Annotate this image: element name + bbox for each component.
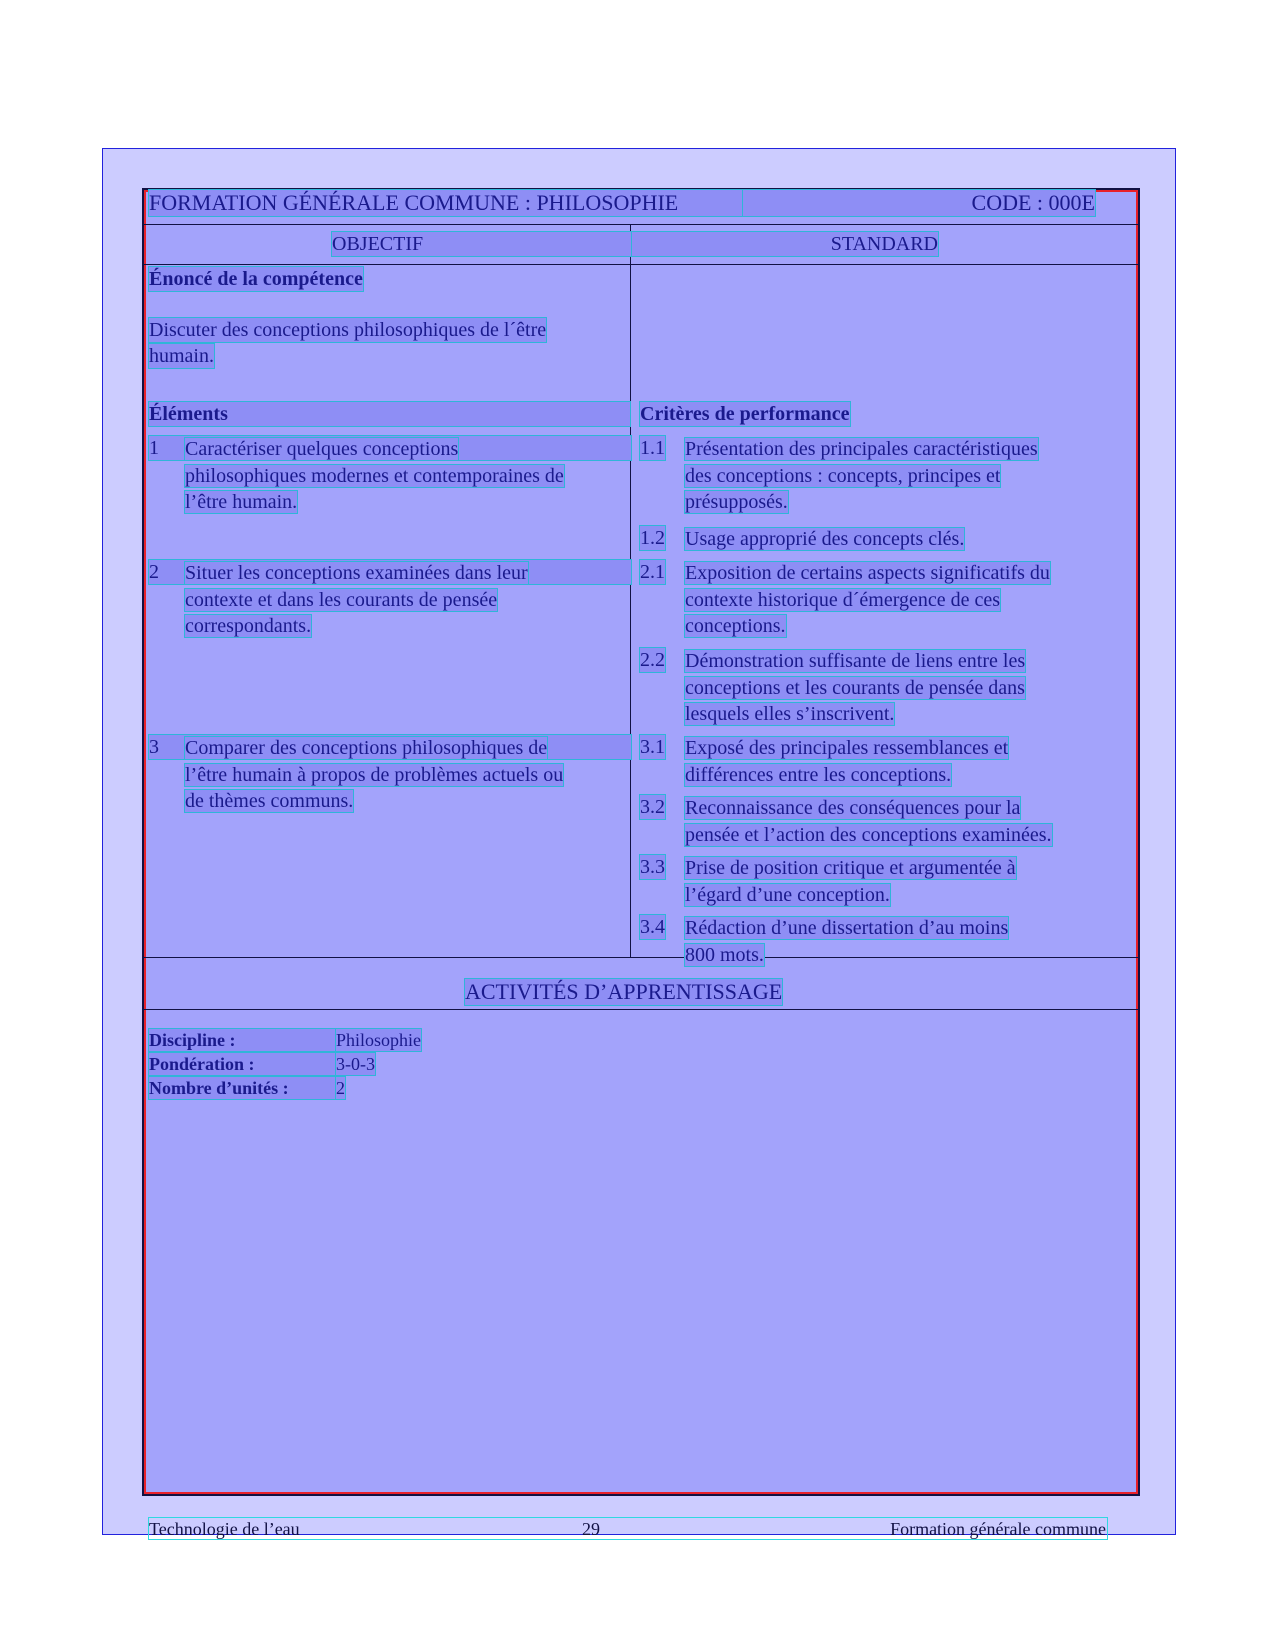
rule-columns [144, 264, 1138, 265]
column-divider [630, 224, 631, 958]
element-number: 1 [149, 436, 631, 460]
element-text: Caractériser quelques conceptions philosophiques modernes et contemporaines de l’être humain. [185, 438, 564, 513]
element-text: Situer les conceptions examinées dans leur contexte et dans les courants de pensée correspondants. [185, 562, 528, 637]
rule-activites-bottom [144, 1009, 1138, 1010]
footer-page-number: 29 [582, 1519, 600, 1539]
critere-number: 3.1 [640, 736, 665, 758]
footer-left: Technologie de l’eau [149, 1519, 300, 1539]
elements-heading: Éléments [149, 402, 630, 426]
critere-text: Rédaction d’une dissertation d’au moins 800 mots. [685, 917, 1009, 966]
element-number: 2 [149, 560, 631, 584]
ponderation-label: Pondération : [149, 1053, 335, 1075]
competence-line-2: humain. [149, 345, 214, 367]
unites-value: 2 [336, 1078, 345, 1098]
critere-number: 3.3 [640, 856, 665, 878]
critere-number: 2.1 [640, 561, 665, 583]
critere-text: Prise de position critique et argumentée à l’égard d’une conception. [685, 857, 1016, 906]
critere-number: 1.2 [640, 527, 665, 549]
critere-text: Reconnaissance des conséquences pour la pensée et l’action des conceptions examinées. [685, 797, 1052, 846]
column-objectif: OBJECTIF [332, 232, 632, 256]
activites-heading: ACTIVITÉS D’APPRENTISSAGE [465, 979, 783, 1004]
unites-label: Nombre d’unités : [149, 1077, 335, 1099]
column-standard: STANDARD [632, 232, 938, 256]
critere-number: 3.4 [640, 916, 665, 938]
rule-header [144, 224, 1138, 225]
critere-number: 2.2 [640, 649, 665, 671]
discipline-label: Discipline : [149, 1029, 335, 1051]
footer-right: Formation générale commune [890, 1519, 1106, 1539]
critere-text: Démonstration suffisante de liens entre les conceptions et les courants de pensée dans lesquels elles s’inscrivent. [685, 650, 1026, 725]
discipline-value: Philosophie [336, 1030, 422, 1050]
competence-line-1: Discuter des conceptions philosophiques de l´être [149, 319, 547, 341]
criteres-heading: Critères de performance [640, 403, 850, 425]
critere-text: Usage approprié des concepts clés. [685, 528, 965, 550]
critere-text: Exposition de certains aspects significatifs du contexte historique d´émergence de ces conceptions. [685, 562, 1050, 637]
critere-number: 1.1 [640, 437, 665, 459]
ponderation-value: 3-0-3 [336, 1054, 375, 1074]
course-title: FORMATION GÉNÉRALE COMMUNE : PHILOSOPHIE [149, 190, 743, 216]
course-code: CODE : 000E [743, 190, 1095, 216]
critere-text: Exposé des principales ressemblances et différences entre les conceptions. [685, 737, 1009, 786]
element-text: Comparer des conceptions philosophiques de l’être humain à propos de problèmes actuels ou de thèmes communs. [185, 737, 564, 812]
competence-heading: Énoncé de la compétence [149, 268, 363, 290]
critere-text: Présentation des principales caractéristiques des conceptions : concepts, principes et présupposés. [685, 438, 1038, 513]
critere-number: 3.2 [640, 796, 665, 818]
element-number: 3 [149, 735, 631, 759]
